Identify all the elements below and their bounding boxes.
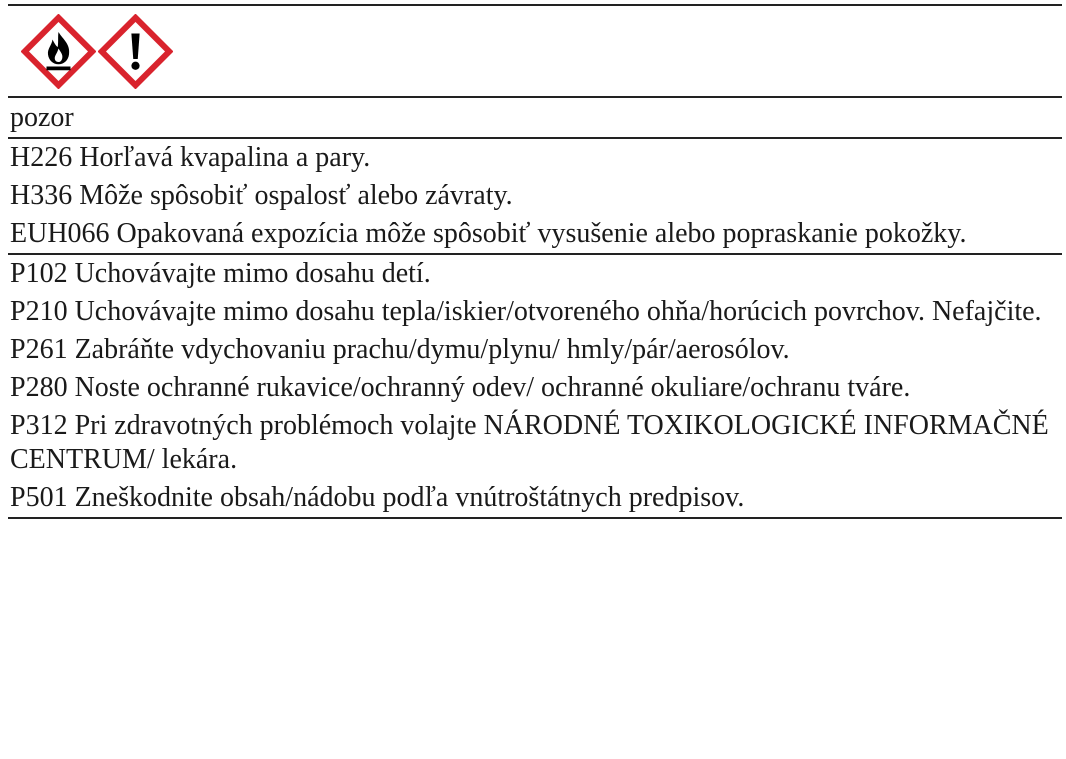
signal-word: pozor xyxy=(10,102,74,133)
exclamation-mark-icon xyxy=(98,14,173,89)
hazard-label-table xyxy=(8,4,1062,519)
signal-word-row xyxy=(8,96,1062,137)
pictogram-row xyxy=(8,4,1062,96)
precautionary-statement: P501 Zneškodnite obsah/nádobu podľa vnútroštátnych predpisov. xyxy=(10,482,745,513)
precautionary-statement: P261 Zabráňte vdychovaniu prachu/dymu/plynu/ hmly/pár/aerosólov. xyxy=(10,334,790,365)
hazard-statements xyxy=(8,137,1062,253)
hazard-statement: H226 Horľavá kvapalina a pary. xyxy=(10,142,371,173)
precautionary-statement: P102 Uchovávajte mimo dosahu detí. xyxy=(10,258,431,289)
hazard-statement: EUH066 Opakovaná expozícia môže spôsobiť vysušenie alebo popraskanie pokožky. xyxy=(10,218,967,249)
precautionary-statement: P280 Noste ochranné rukavice/ochranný odev/ ochranné okuliare/ochranu tváre. xyxy=(10,372,911,403)
hazard-statement: H336 Môže spôsobiť ospalosť alebo závraty. xyxy=(10,180,513,211)
precautionary-statements xyxy=(8,253,1062,519)
precautionary-statement: P312 Pri zdravotných problémoch volajte NÁRODNÉ TOXIKOLOGICKÉ INFORMAČNÉ CENTRUM/ lekára. xyxy=(10,410,1049,475)
flame-icon xyxy=(21,14,96,89)
precautionary-statement: P210 Uchovávajte mimo dosahu tepla/iskier/otvoreného ohňa/horúcich povrchov. Nefajčite. xyxy=(10,296,1042,327)
